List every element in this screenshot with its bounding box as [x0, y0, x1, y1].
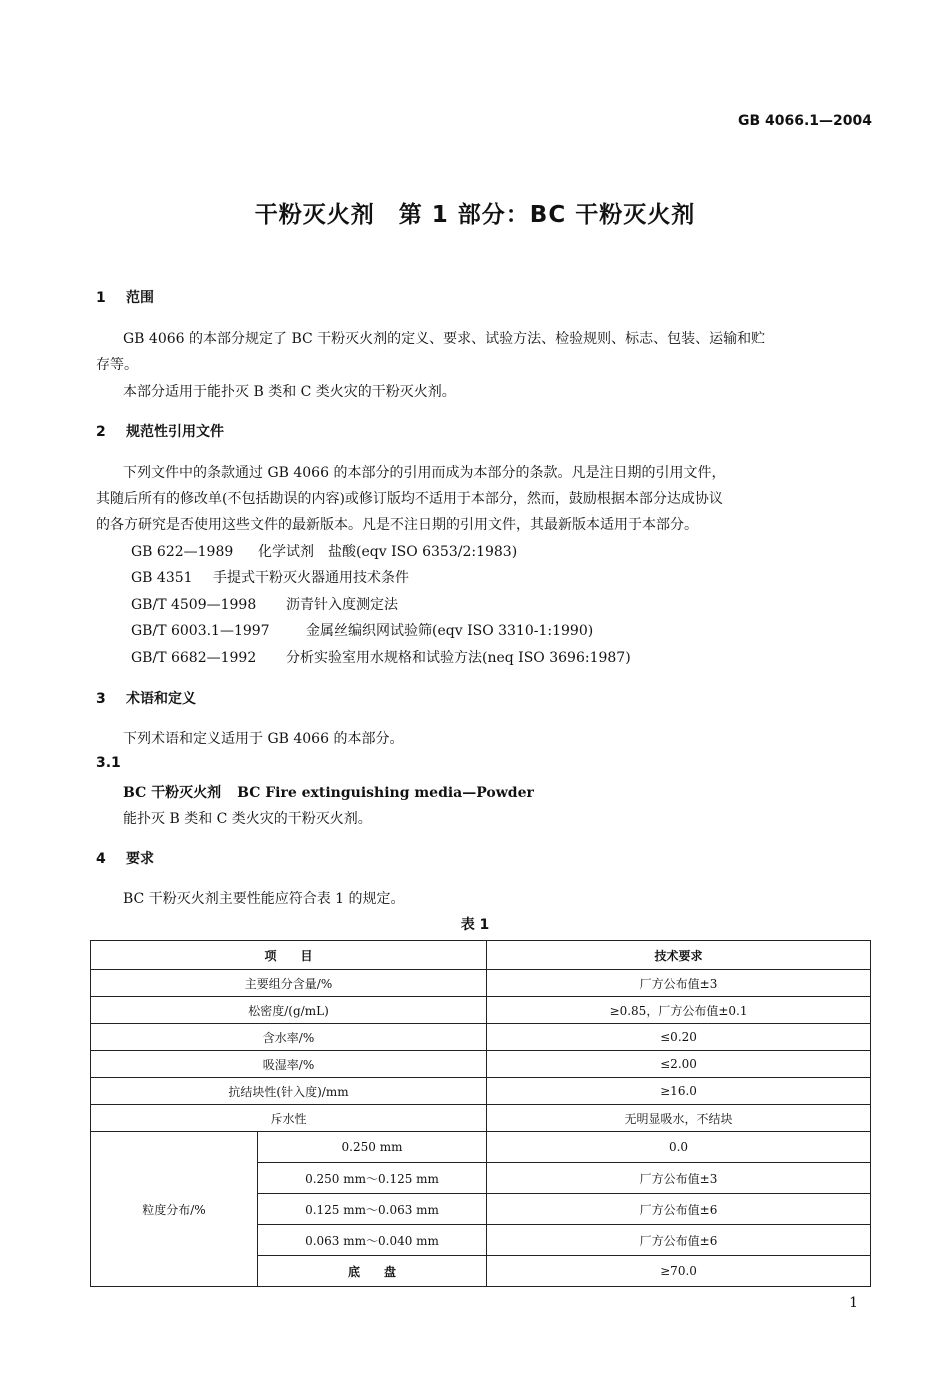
reference-code: GB 622—1989	[131, 544, 234, 560]
psd-size: 0.125 mm～0.063 mm	[258, 1194, 487, 1225]
table-row	[91, 1078, 871, 1105]
psd-size: 0.250 mm～0.125 mm	[258, 1163, 487, 1194]
table-row	[91, 1105, 871, 1132]
reference-title: 金属丝编织网试验筛(eqv ISO 3310-1:1990)	[306, 623, 594, 639]
term-cn: BC 干粉灭火剂	[123, 785, 222, 801]
header-item: 项 目	[91, 941, 487, 970]
reference-code: GB/T 6682—1992	[131, 650, 257, 666]
section-number: 4	[96, 851, 106, 867]
table-row	[91, 997, 871, 1024]
table-caption: 表 1	[460, 917, 490, 933]
requirements-table	[90, 940, 871, 1287]
table-row	[91, 1024, 871, 1051]
document-title: 干粉灭火剂 第 1 部分：BC 干粉灭火剂	[254, 202, 696, 228]
section-2-para-line3: 的各方研究是否使用这些文件的最新版本。凡是不注日期的引用文件，其最新版本适用于本部分。	[96, 517, 698, 533]
reference-item	[131, 594, 398, 614]
reference-code: GB/T 6003.1—1997	[131, 623, 270, 639]
row-item: 吸湿率/%	[91, 1051, 487, 1078]
row-item: 斥水性	[91, 1105, 487, 1132]
section-2-para-line1: 下列文件中的条款通过 GB 4066 的本部分的引用而成为本部分的条款。凡是注日期的引用文件，	[123, 465, 726, 481]
subsection-number: 3.1	[96, 755, 121, 771]
term-definition: 能扑灭 B 类和 C 类火灾的干粉灭火剂。	[123, 811, 372, 827]
section-4-para: BC 干粉灭火剂主要性能应符合表 1 的规定。	[123, 891, 405, 907]
standard-code: GB 4066.1—2004	[737, 113, 872, 129]
psd-requirement: 0.0	[487, 1132, 871, 1163]
row-item: 含水率/%	[91, 1024, 487, 1051]
row-requirement: ≥16.0	[487, 1078, 871, 1105]
section-2-heading	[96, 421, 224, 441]
section-title: 规范性引用文件	[126, 424, 224, 440]
page-number: 1	[849, 1295, 858, 1311]
table-row	[91, 1132, 871, 1163]
section-2-para-line2: 其随后所有的修改单(不包括勘误的内容)或修订版均不适用于本部分，然而，鼓励根据本部分达成协议	[96, 491, 723, 507]
psd-requirement: 厂方公布值±6	[487, 1225, 871, 1256]
section-number: 2	[96, 424, 106, 440]
psd-size: 0.063 mm～0.040 mm	[258, 1225, 487, 1256]
reference-title: 分析实验室用水规格和试验方法(neq ISO 3696:1987)	[286, 650, 631, 666]
table-row	[91, 970, 871, 997]
section-1-para1-line2: 存等。	[96, 357, 138, 373]
section-1-para2: 本部分适用于能扑灭 B 类和 C 类火灾的干粉灭火剂。	[123, 384, 456, 400]
table-row	[91, 1051, 871, 1078]
row-requirement: ≤0.20	[487, 1024, 871, 1051]
reference-title: 手提式干粉灭火器通用技术条件	[213, 570, 409, 586]
row-item: 松密度/(g/mL)	[91, 997, 487, 1024]
psd-size: 底 盘	[258, 1256, 487, 1287]
psd-requirement: 厂方公布值±3	[487, 1163, 871, 1194]
section-1-heading	[96, 287, 154, 307]
reference-item	[131, 541, 517, 561]
section-1-para1-line1: GB 4066 的本部分规定了 BC 干粉灭火剂的定义、要求、试验方法、检验规则、标志、包装、运输和贮	[123, 331, 766, 347]
section-title: 范围	[126, 290, 154, 306]
row-requirement: ≤2.00	[487, 1051, 871, 1078]
section-3-heading	[96, 688, 196, 708]
row-item: 主要组分含量/%	[91, 970, 487, 997]
section-title: 要求	[126, 851, 154, 867]
row-item: 抗结块性(针入度)/mm	[91, 1078, 487, 1105]
row-requirement: 厂方公布值±3	[487, 970, 871, 997]
term-en: BC Fire extinguishing media—Powder	[237, 785, 534, 801]
reference-code: GB 4351	[131, 570, 193, 586]
header-requirement: 技术要求	[487, 941, 871, 970]
section-number: 3	[96, 691, 106, 707]
section-number: 1	[96, 290, 106, 306]
reference-item	[131, 620, 593, 640]
psd-requirement: 厂方公布值±6	[487, 1194, 871, 1225]
table-header-row	[91, 941, 871, 970]
section-3-para: 下列术语和定义适用于 GB 4066 的本部分。	[123, 731, 404, 747]
reference-code: GB/T 4509—1998	[131, 597, 257, 613]
psd-label: 粒度分布/%	[91, 1132, 258, 1287]
section-4-heading	[96, 848, 154, 868]
psd-size: 0.250 mm	[258, 1132, 487, 1163]
reference-title: 沥青针入度测定法	[286, 597, 398, 613]
row-requirement: 无明显吸水，不结块	[487, 1105, 871, 1132]
psd-requirement: ≥70.0	[487, 1256, 871, 1287]
reference-title: 化学试剂 盐酸(eqv ISO 6353/2:1983)	[258, 544, 518, 560]
reference-item	[131, 647, 631, 667]
reference-item	[131, 567, 409, 587]
term-entry	[123, 782, 534, 802]
section-title: 术语和定义	[126, 691, 196, 707]
row-requirement: ≥0.85，厂方公布值±0.1	[487, 997, 871, 1024]
